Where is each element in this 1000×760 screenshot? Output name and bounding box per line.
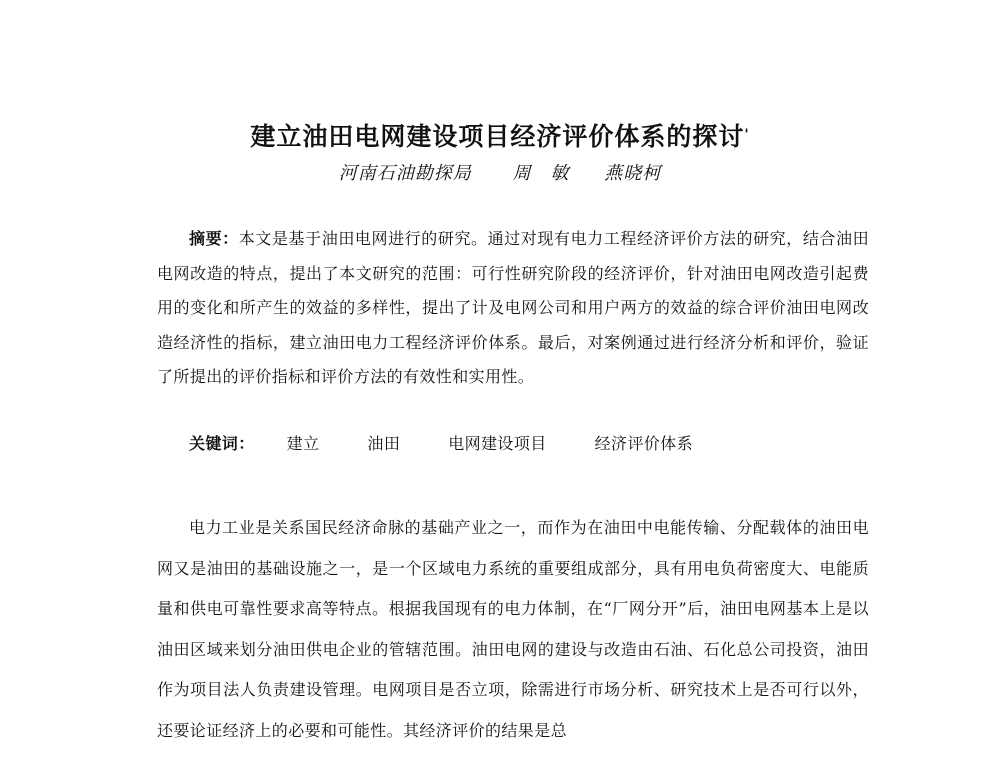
abstract-label: 摘要：	[189, 229, 239, 248]
abstract-section	[157, 222, 869, 395]
author-name: 燕晓柯	[604, 163, 662, 184]
author-affiliation: 河南石油勘探局	[338, 163, 472, 184]
abstract-paragraph	[157, 222, 869, 395]
keyword-item: 建立	[286, 434, 320, 453]
keyword-item: 经济评价体系	[594, 434, 694, 453]
keywords-section	[157, 427, 869, 461]
abstract-text: 本文是基于油田电网进行的研究。通过对现有电力工程经济评价方法的研究，结合油田电网改造的特点，提出了本文研究的范围：可行性研究阶段的经济评价，针对油田电网改造引起费用的变化和所产生的效益的多样性，提出了计及电网公司和用户两方的效益的综合评价油田电网改造经济性的指标，建立油田电力工程经济评价体系。最后，对案例通过进行经济分析和评价，验证了所提出的评价指标和评价方法的有效性和实用性。	[157, 229, 870, 387]
keyword-item: 电网建设项目	[448, 434, 547, 453]
keywords-label: 关键词：	[189, 434, 255, 453]
body-section	[157, 508, 869, 751]
keyword-item: 油田	[367, 434, 401, 453]
title-footnote-mark: '	[744, 127, 750, 143]
paper-title	[0, 118, 1000, 154]
author-line	[0, 160, 1000, 188]
paper-title-text: 建立油田电网建设项目经济评价体系的探讨	[250, 122, 745, 151]
keywords-line	[157, 427, 869, 461]
author-name: 周 敏	[512, 163, 570, 184]
body-paragraph: 电力工业是关系国民经济命脉的基础产业之一，而作为在油田中电能传输、分配载体的油田电网又是油田的基础设施之一，是一个区域电力系统的重要组成部分，具有用电负荷密度大、电能质量和供电可靠性要求高等特点。根据我国现有的电力体制，在“厂网分开”后，油田电网基本上是以油田区域来划分油田供电企业的管辖范围。油田电网的建设与改造由石油、石化总公司投资，油田作为项目法人负责建设管理。电网项目是否立项，除需进行市场分析、研究技术上是否可行以外，还要论证经济上的必要和可能性。其经济评价的结果是总	[157, 518, 869, 740]
